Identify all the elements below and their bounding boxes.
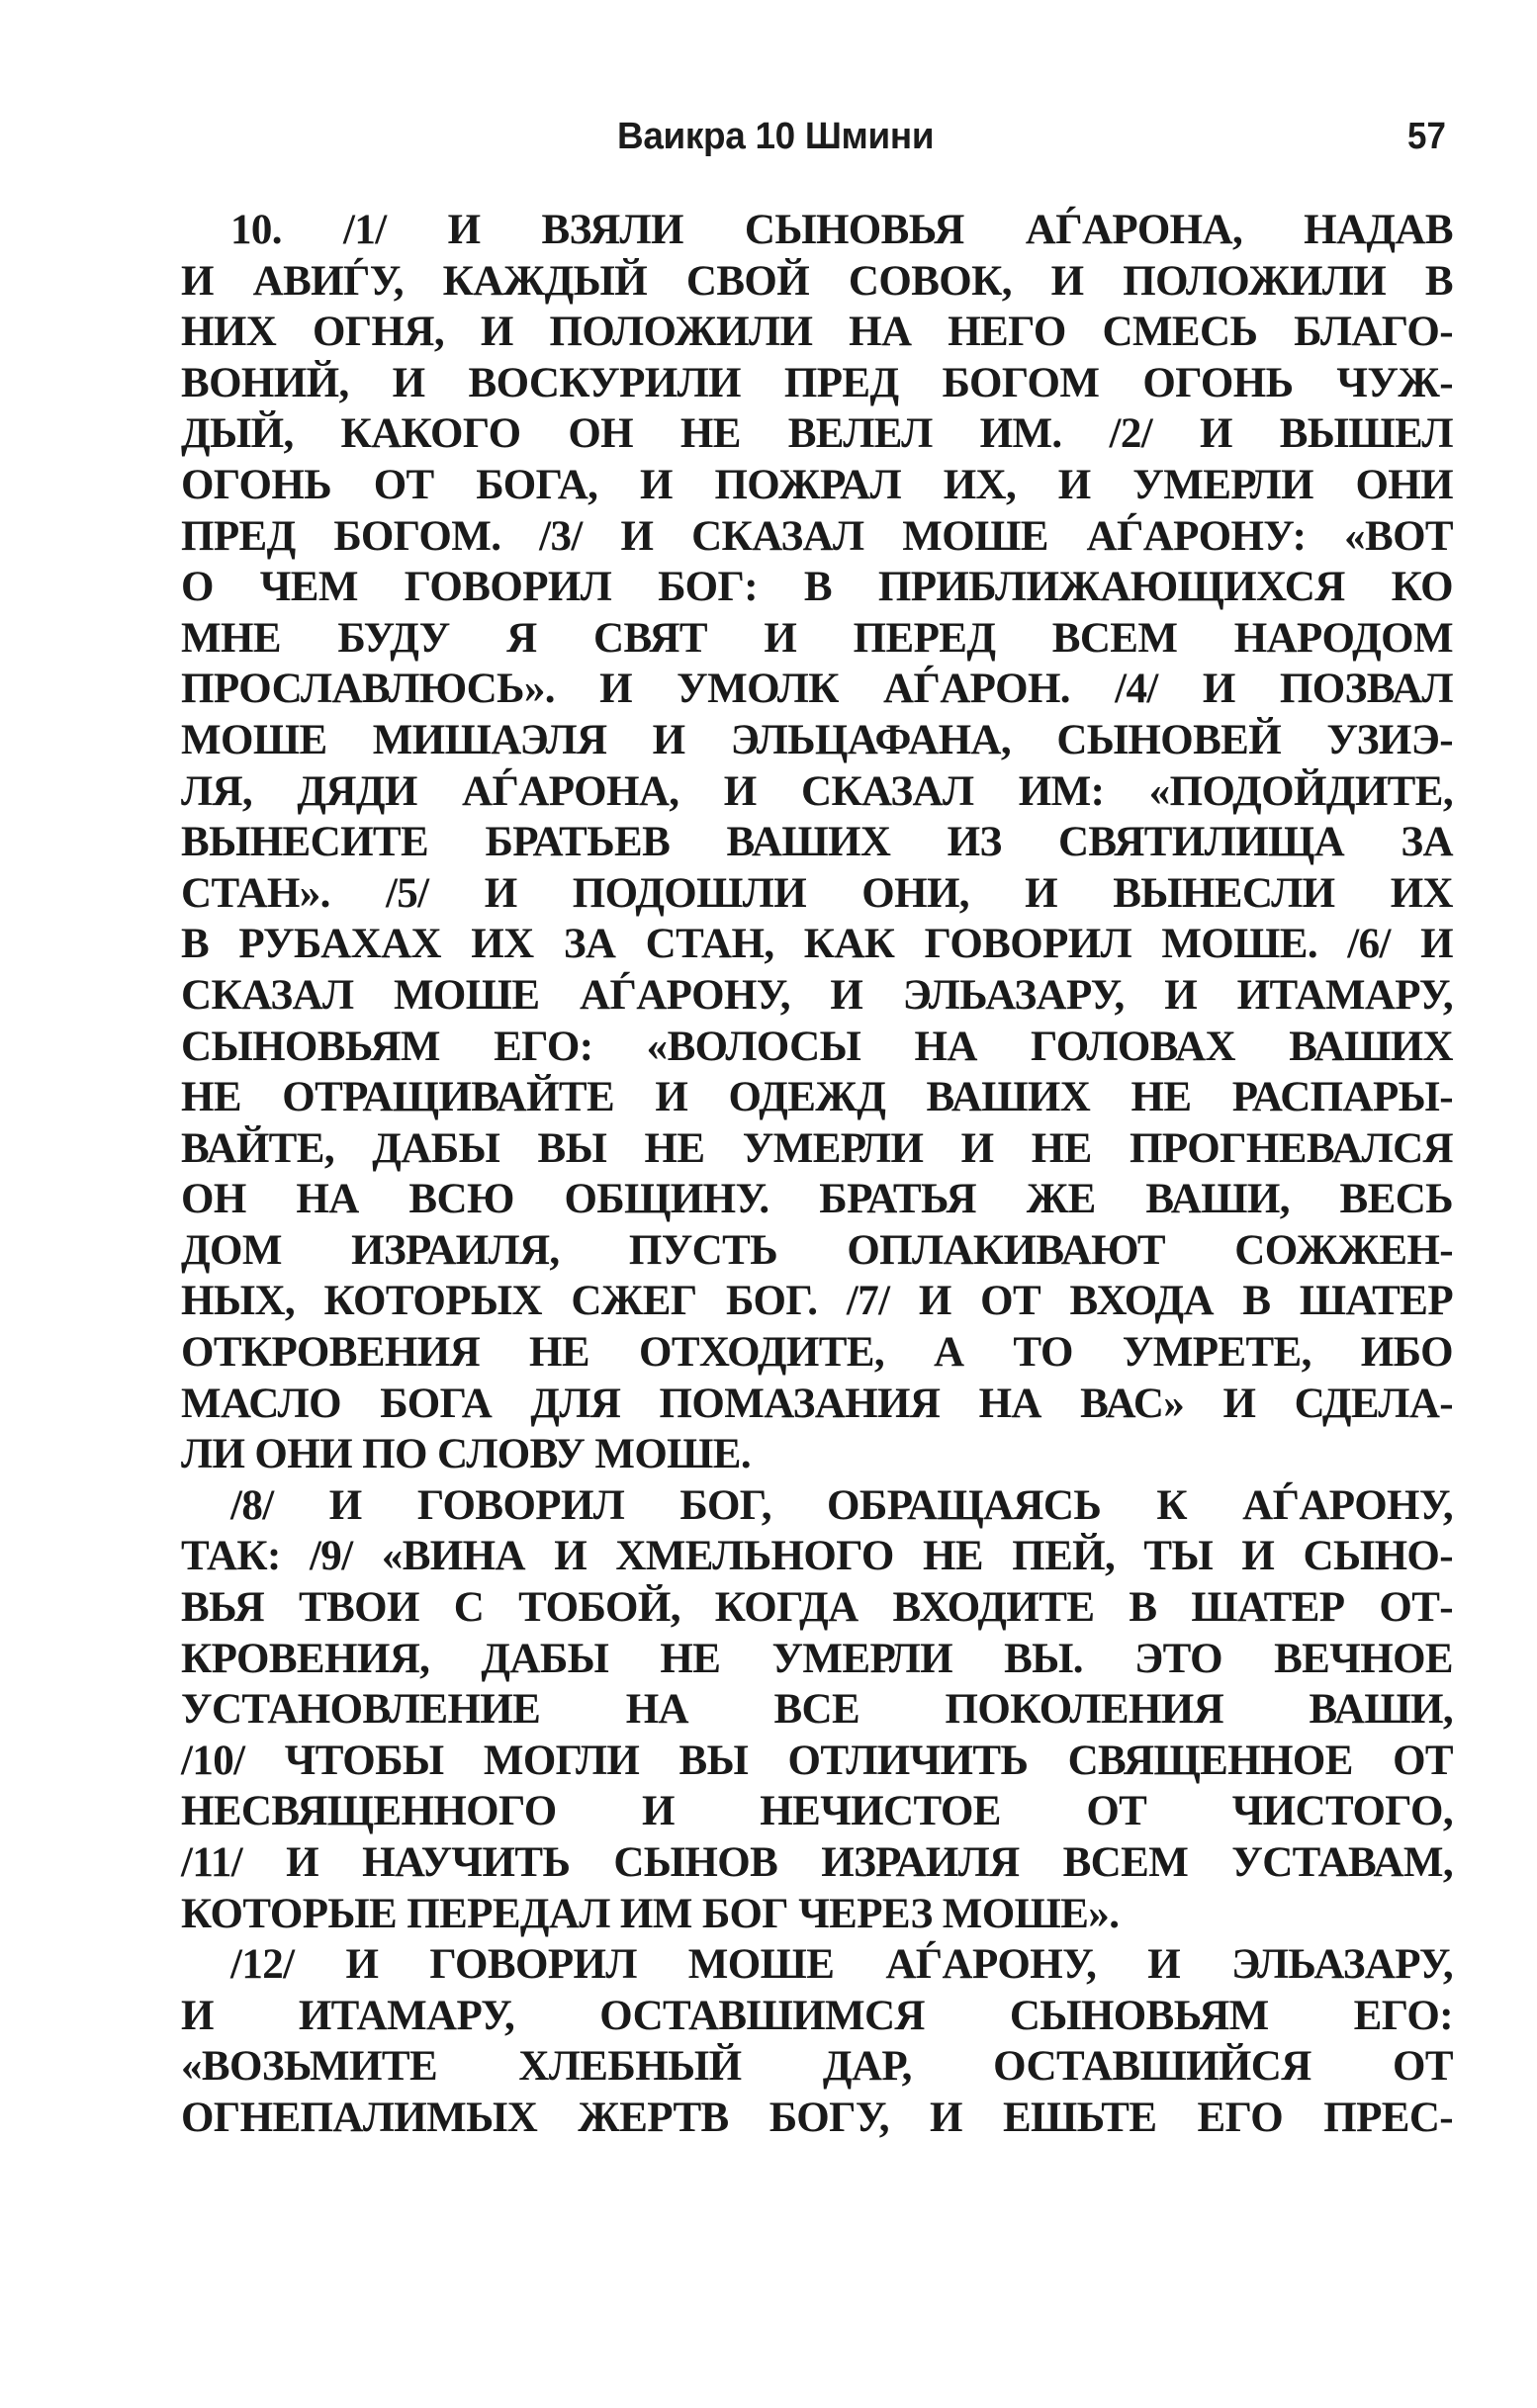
text-line: 10. /1/ И ВЗЯЛИ СЫНОВЬЯ АЃАРОНА, НАДАВ bbox=[230, 207, 1453, 253]
text-line: И ИТАМАРУ, ОСТАВШИМСЯ СЫНОВЬЯМ ЕГО: bbox=[181, 1992, 1453, 2039]
text-line: ЛЯ, ДЯДИ АЃАРОНА, И СКАЗАЛ ИМ: «ПОДОЙДИТЕ, bbox=[181, 767, 1453, 815]
text-line: ОГОНЬ ОТ БОГА, И ПОЖРАЛ ИХ, И УМЕРЛИ ОНИ bbox=[181, 461, 1453, 508]
text-line: /11/ И НАУЧИТЬ СЫНОВ ИЗРАИЛЯ ВСЕМ УСТАВАМ, bbox=[181, 1839, 1453, 1886]
text-line: ОГНЕПАЛИМЫХ ЖЕРТВ БОГУ, И ЕШЬТЕ ЕГО ПРЕС- bbox=[181, 2094, 1453, 2141]
text-line: ТАК: /9/ «ВИНА И ХМЕЛЬНОГО НЕ ПЕЙ, ТЫ И СЫНО- bbox=[181, 1533, 1453, 1580]
text-line: ДЫЙ, КАКОГО ОН НЕ ВЕЛЕЛ ИМ. /2/ И ВЫШЕЛ bbox=[181, 410, 1453, 458]
text-line: ВОНИЙ, И ВОСКУРИЛИ ПРЕД БОГОМ ОГОНЬ ЧУЖ- bbox=[181, 359, 1453, 406]
text-line: КОТОРЫЕ ПЕРЕДАЛ ИМ БОГ ЧЕРЕЗ МОШЕ». bbox=[181, 1890, 1120, 1937]
page-number: 57 bbox=[1407, 116, 1446, 157]
text-line: СКАЗАЛ МОШЕ АЃАРОНУ, И ЭЛЬАЗАРУ, И ИТАМАРУ, bbox=[181, 971, 1453, 1019]
text-line: НЕ ОТРАЩИВАЙТЕ И ОДЕЖД ВАШИХ НЕ РАСПАРЫ- bbox=[181, 1074, 1453, 1121]
text-line: В РУБАХАХ ИХ ЗА СТАН, КАК ГОВОРИЛ МОШЕ. /6/ И bbox=[181, 921, 1453, 968]
page-header bbox=[0, 109, 1537, 164]
text-line: О ЧЕМ ГОВОРИЛ БОГ: В ПРИБЛИЖАЮЩИХСЯ КО bbox=[181, 564, 1453, 611]
text-line: ВЫНЕСИТЕ БРАТЬЕВ ВАШИХ ИЗ СВЯТИЛИЩА ЗА bbox=[181, 819, 1453, 866]
paragraph bbox=[181, 1939, 1453, 2143]
text-line: СТАН». /5/ И ПОДОШЛИ ОНИ, И ВЫНЕСЛИ ИХ bbox=[181, 869, 1453, 917]
text-line: НЕСВЯЩЕННОГО И НЕЧИСТОЕ ОТ ЧИСТОГО, bbox=[181, 1788, 1453, 1835]
text-line: ВЬЯ ТВОИ С ТОБОЙ, КОГДА ВХОДИТЕ В ШАТЕР ОТ- bbox=[181, 1584, 1453, 1632]
text-line: ПРЕД БОГОМ. /3/ И СКАЗАЛ МОШЕ АЃАРОНУ: «ВОТ bbox=[181, 512, 1453, 560]
paragraph bbox=[181, 205, 1453, 1480]
text-line: ОН НА ВСЮ ОБЩИНУ. БРАТЬЯ ЖЕ ВАШИ, ВЕСЬ bbox=[181, 1176, 1453, 1223]
text-line: ВАЙТЕ, ДАБЫ ВЫ НЕ УМЕРЛИ И НЕ ПРОГНЕВАЛСЯ bbox=[181, 1124, 1453, 1172]
paragraph bbox=[181, 1480, 1453, 1939]
text-line: ДОМ ИЗРАИЛЯ, ПУСТЬ ОПЛАКИВАЮТ СОЖЖЕН- bbox=[181, 1226, 1453, 1274]
text-line: /8/ И ГОВОРИЛ БОГ, ОБРАЩАЯСЬ К АЃАРОНУ, bbox=[230, 1481, 1453, 1529]
text-line: МАСЛО БОГА ДЛЯ ПОМАЗАНИЯ НА ВАС» И СДЕЛА- bbox=[181, 1380, 1453, 1427]
text-line: /12/ И ГОВОРИЛ МОШЕ АЃАРОНУ, И ЭЛЬАЗАРУ, bbox=[230, 1941, 1453, 1989]
text-line: СЫНОВЬЯМ ЕГО: «ВОЛОСЫ НА ГОЛОВАХ ВАШИХ bbox=[181, 1023, 1453, 1070]
text-line: ЛИ ОНИ ПО СЛОВУ МОШЕ. bbox=[181, 1431, 752, 1478]
body-text bbox=[181, 205, 1453, 2144]
text-line: УСТАНОВЛЕНИЕ НА ВСЕ ПОКОЛЕНИЯ ВАШИ, bbox=[181, 1686, 1453, 1734]
text-line: /10/ ЧТОБЫ МОГЛИ ВЫ ОТЛИЧИТЬ СВЯЩЕННОЕ ОТ bbox=[181, 1737, 1453, 1784]
text-line: ОТКРОВЕНИЯ НЕ ОТХОДИТЕ, А ТО УМРЕТЕ, ИБО bbox=[181, 1329, 1453, 1377]
text-line: МОШЕ МИШАЭЛЯ И ЭЛЬЦАФАНА, СЫНОВЕЙ УЗИЭ- bbox=[181, 716, 1453, 763]
text-line: ПРОСЛАВЛЮСЬ». И УМОЛК АЃАРОН. /4/ И ПОЗВАЛ bbox=[181, 666, 1453, 713]
running-title: Ваикра 10 Шмини bbox=[617, 116, 935, 157]
text-line: МНЕ БУДУ Я СВЯТ И ПЕРЕД ВСЕМ НАРОДОМ bbox=[181, 614, 1453, 662]
text-line: И АВИЃУ, КАЖДЫЙ СВОЙ СОВОК, И ПОЛОЖИЛИ В bbox=[181, 257, 1453, 305]
text-line: КРОВЕНИЯ, ДАБЫ НЕ УМЕРЛИ ВЫ. ЭТО ВЕЧНОЕ bbox=[181, 1635, 1453, 1682]
text-line: НИХ ОГНЯ, И ПОЛОЖИЛИ НА НЕГО СМЕСЬ БЛАГО- bbox=[181, 309, 1453, 356]
text-line: НЫХ, КОТОРЫХ СЖЕГ БОГ. /7/ И ОТ ВХОДА В ШАТЕР bbox=[181, 1278, 1453, 1325]
text-line: «ВОЗЬМИТЕ ХЛЕБНЫЙ ДАР, ОСТАВШИЙСЯ ОТ bbox=[181, 2043, 1453, 2091]
